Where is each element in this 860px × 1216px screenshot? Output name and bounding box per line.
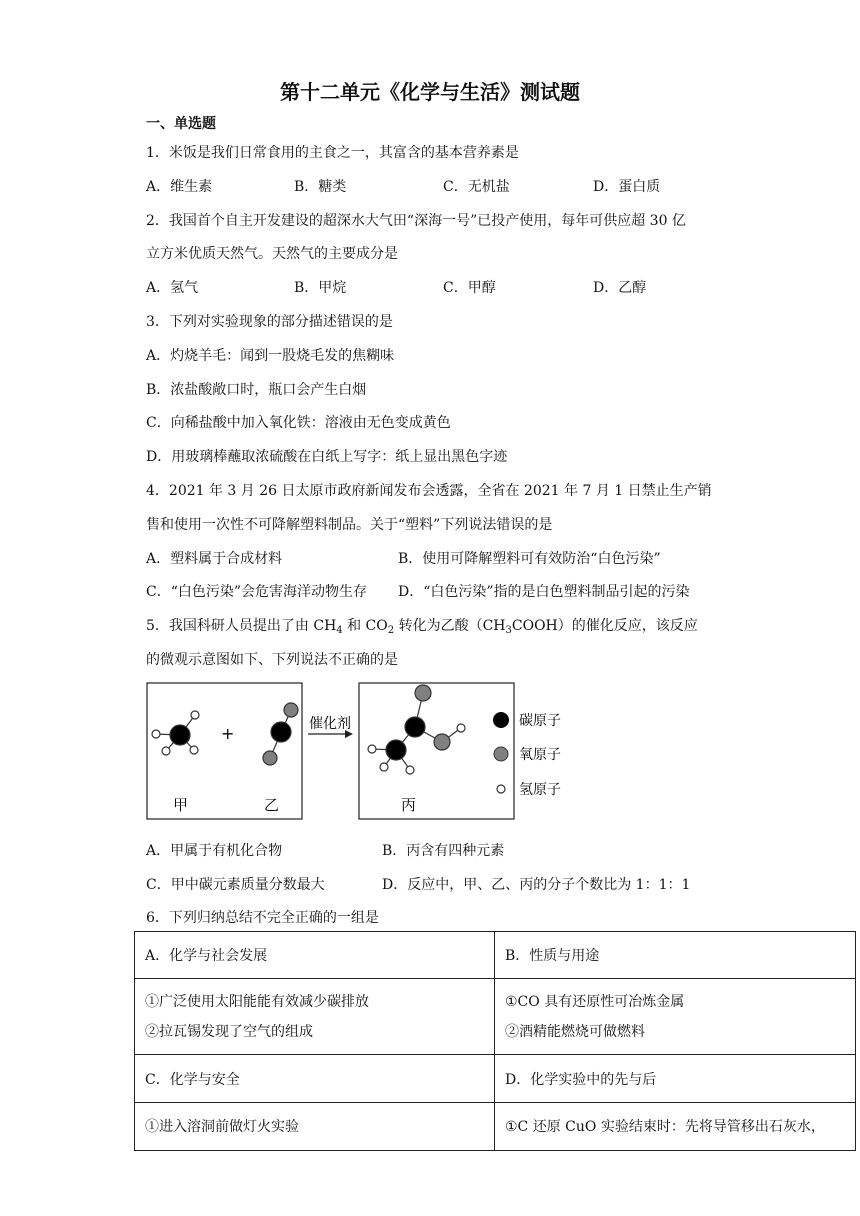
- q3-option-d: D．用玻璃棒蘸取浓硫酸在白纸上写字：纸上显出黑色字迹: [146, 449, 508, 465]
- q6-c-item-1: ①进入溶洞前做灯火实验: [145, 1119, 299, 1136]
- q5-option-a: A．甲属于有机化合物: [146, 843, 283, 859]
- q1-stem: 1．米饭是我们日常食用的主食之一，其富含的基本营养素是: [146, 145, 519, 161]
- q2-stem-line1: 2．我国首个自主开发建设的超深水大气田“深海一号”已投产使用，每年可供应超 30 亿: [146, 213, 686, 229]
- q5-option-b: B．丙含有四种元素: [382, 843, 505, 859]
- legend-hydrogen: 氢原子: [519, 782, 561, 798]
- q1-option-c: C．无机盐: [443, 179, 510, 195]
- q1-option-b: B．糖类: [294, 179, 347, 195]
- section-heading: 一、单选题: [146, 116, 216, 132]
- q6-b-item-2: ②酒精能燃烧可做燃料: [505, 1023, 645, 1040]
- q5-stem-line1: 5．我国科研人员提出了由 $CH_4$ 和 $CO_2$ 转化为乙酸$(CH_3COOH)$的催化反应，该反应: [146, 618, 698, 636]
- catalyst-label: 催化剂: [309, 716, 351, 732]
- q6-cell-d-body: [495, 1102, 856, 1150]
- q2-stem-line2: 立方米优质天然气。天然气的主要成分是: [146, 246, 398, 262]
- legend-carbon-marker: [493, 712, 509, 728]
- q2-option-b: B．甲烷: [294, 280, 347, 296]
- q6-cell-c-body: [135, 1102, 495, 1150]
- q3-option-a: A．灼烧羊毛：闻到一股烧毛发的焦糊味: [146, 348, 395, 364]
- q2-option-d: D．乙醇: [593, 280, 647, 296]
- q5-option-d: D．反应中，甲、乙、丙的分子个数比为 1：1：1: [382, 877, 691, 893]
- q5-stem-line2: 的微观示意图如下、下列说法不正确的是: [146, 652, 398, 668]
- q6-b-item-1: ①CO 具有还原性可冶炼金属: [505, 993, 685, 1010]
- legend: [493, 712, 561, 798]
- q6-cell-a-head: A．化学与社会发展: [135, 932, 495, 979]
- legend-carbon: 碳原子: [519, 713, 561, 729]
- q4-option-c: C．“白色污染”会危害海洋动物生存: [146, 584, 368, 600]
- product-box: [359, 683, 514, 819]
- q6-cell-d-head: D．化学实验中的先与后: [495, 1055, 856, 1102]
- label-yi: 乙: [264, 796, 280, 814]
- q6-cell-a-body: [135, 979, 495, 1055]
- q4-stem-line2: 售和使用一次性不可降解塑料制品。关于“塑料”下列说法错误的是: [146, 517, 553, 533]
- q3-option-b: B．浓盐酸敞口时，瓶口会产生白烟: [146, 382, 367, 398]
- q5-option-c: C．甲中碳元素质量分数最大: [146, 877, 325, 893]
- q6-cell-c-head: C．化学与安全: [135, 1055, 495, 1102]
- q6-cell-b-body: [495, 979, 856, 1055]
- q4-option-a: A．塑料属于合成材料: [146, 551, 283, 567]
- label-jia: 甲: [173, 796, 189, 814]
- q6-cell-b-head: B．性质与用途: [495, 932, 856, 979]
- q2-option-a: A．氢气: [146, 280, 199, 296]
- q3-option-c: C．向稀盐酸中加入氧化铁：溶液由无色变成黄色: [146, 415, 451, 431]
- legend-oxygen: 氧原子: [519, 747, 561, 763]
- q6-table: [134, 931, 856, 1151]
- plus-sign: +: [221, 724, 235, 743]
- page-title: 第十二单元《化学与生活》测试题: [280, 80, 580, 104]
- q3-stem: 3．下列对实验现象的部分描述错误的是: [146, 314, 393, 330]
- q1-option-a: A．维生素: [146, 179, 213, 195]
- q1-option-d: D．蛋白质: [593, 179, 661, 195]
- reaction-diagram: [146, 682, 606, 822]
- q4-option-b: B．使用可降解塑料可有效防治“白色污染”: [398, 551, 661, 567]
- q4-option-d: D．“白色污染”指的是白色塑料制品引起的污染: [398, 584, 690, 600]
- label-bing: 丙: [401, 796, 417, 814]
- q2-option-c: C．甲醇: [443, 280, 496, 296]
- q6-a-item-1: ①广泛使用太阳能能有效减少碳排放: [145, 993, 369, 1010]
- q6-d-item-1: ①C 还原 CuO 实验结束时：先将导管移出石灰水，: [505, 1119, 825, 1136]
- legend-hydrogen-marker: [497, 785, 505, 793]
- q6-stem: 6．下列归纳总结不完全正确的一组是: [146, 910, 379, 926]
- q4-stem-line1: 4．2021 年 3 月 26 日太原市政府新闻发布会透露，全省在 2021 年 7 月 1 日禁止生产销: [146, 483, 712, 499]
- q6-a-item-2: ②拉瓦锡发现了空气的组成: [145, 1023, 313, 1040]
- legend-oxygen-marker: [494, 747, 508, 761]
